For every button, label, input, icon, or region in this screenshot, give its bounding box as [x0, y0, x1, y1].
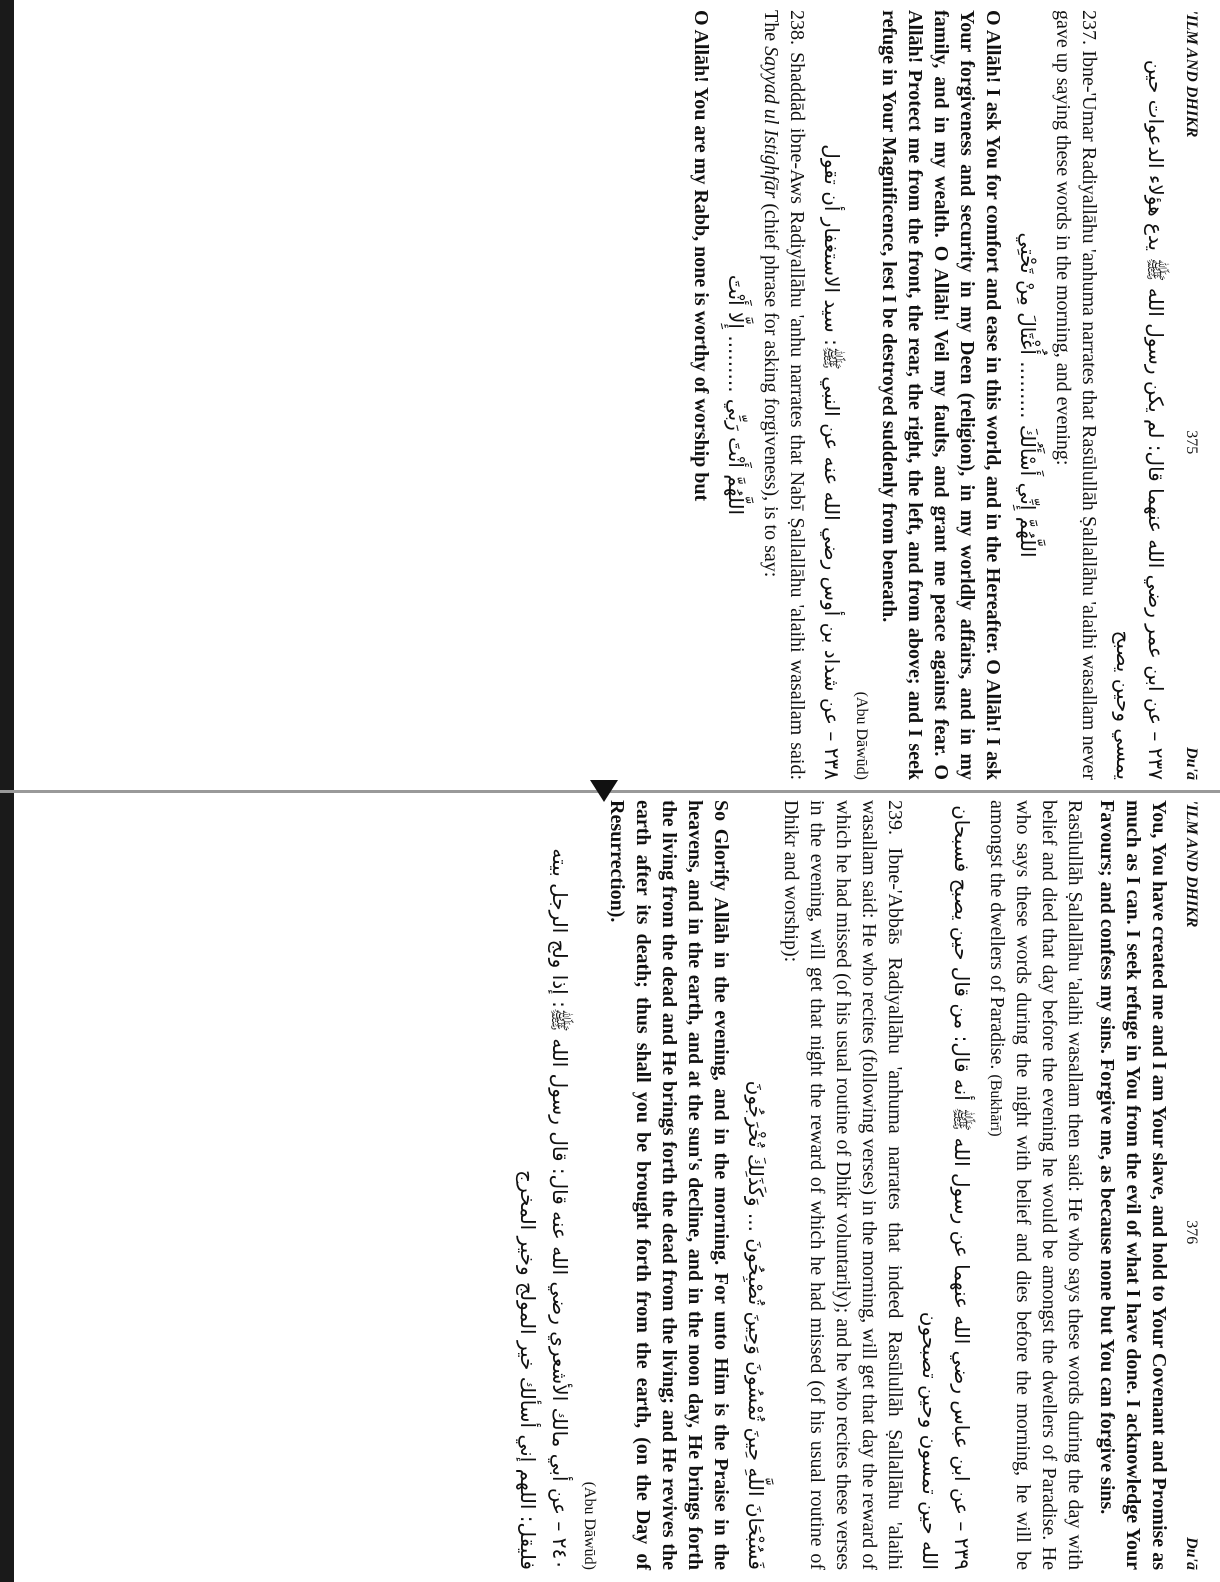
reference-239: (Abu Dāwūd)	[581, 1481, 598, 1570]
hadith-238-end	[984, 800, 1088, 1570]
reference-238: (Bukhārī)	[987, 1074, 1004, 1137]
page-number: 375	[1183, 430, 1200, 455]
arabic-hadith-240: ٢٤٠ – عن أبي مالك الأشعري رضي الله عنه قال: قال رسول الله ﷺ: إذا ولج الرجل بيته فليقل: اللهم إني أسألك خير المولج وخير المخرج	[516, 848, 572, 1570]
hadith-term: Sayyad ul Istighfār	[760, 46, 782, 199]
page-header	[1182, 10, 1200, 780]
page-number: 376	[1183, 1220, 1200, 1245]
page-header	[1182, 800, 1200, 1570]
reference-237: (Abu Dāwūd)	[853, 691, 870, 780]
header-section: Du'ā	[1183, 747, 1200, 780]
header-title: 'ILM AND DHIKR	[1183, 10, 1200, 138]
hadith-text-end: (chief phrase for asking forgiveness), is to say:	[760, 198, 782, 578]
translation-239: So Glorify Allāh in the evening, and in the morning. For unto Him is the Praise in the heavens, and in the earth, and at the sun's decline, and in the noon day, He brings forth the living from the dead and He brings forth the dead from the living; and He revives the earth after its death; thus shall you be brought forth from the earth, (on the Day of Resurrection).	[606, 800, 732, 1570]
hadith-number: 238.	[786, 10, 808, 45]
header-title: 'ILM AND DHIKR	[1183, 800, 1200, 928]
header-section: Du'ā	[1183, 1537, 1200, 1570]
hadith-text: Shaddād ibne-Aws Radiyallāhu 'anhu narrates that Nabī Ṣallallāhu 'alaihi wasallam said: The	[760, 10, 808, 780]
page-376	[0, 800, 1200, 1570]
translation-238-start: O Allāh! You are my Rabb, none is worthy of worship but	[690, 10, 712, 502]
hadith-238-intro	[758, 10, 810, 780]
hadith-number: 237.	[1078, 10, 1100, 45]
arabic-hadith-239: ٢٣٩ – عن ابن عباس رضي الله عنهما عن رسول الله ﷺ أنه قال: من قال حين يصبح فسبحان الله حين تمسون وحين تصبحون	[918, 805, 974, 1570]
translation-237: O Allāh! I ask You for comfort and ease in this world, and in the Hereafter. O Allāh! I ask Your forgiveness and security in my Deen (religion), in my worldly affairs, and in my family, and in my wealth. O Allāh! Veil my faults, and grant me peace against fear. O Allāh! Protect me from the front, the rear, the right, the left, and from above; and I seek refuge in Your Magnificence, lest I be destroyed suddenly from beneath.	[878, 10, 1004, 780]
arabic-short-237: اللَّهُمَّ إِنِّي أَسْأَلُكَ ......... أُغْتَالَ مِنْ تَحْتِي	[1016, 232, 1040, 558]
hadith-number: 239.	[884, 800, 906, 835]
translation-238-cont: You, You have created me and I am Your slave, and hold to Your Covenant and Promise as much as I can. I seek refuge in You from the evil of what I have done. I acknowledge Your Favours; and confess my sins. Forgive me, as because none but You can forgive sins.	[1096, 800, 1170, 1570]
hadith-text: Ibne-'Umar Radiyallāhu 'anhuma narrates that Rasūlullāh Ṣallallāhu 'alaihi wasallam never gave up saying these words in the morning, and evening:	[1052, 10, 1100, 781]
arabic-hadith-237: ٢٣٧ – عن ابن عمر رضي الله عنهما قال: لم يكن رسول الله ﷺ يدع هؤلاء الدعوات حين يمسي وحين يصبح	[1112, 59, 1168, 780]
page-375	[0, 10, 1200, 780]
hadith-239	[778, 800, 908, 1570]
fold-marker	[590, 780, 618, 802]
arabic-quran-239: فَسُبْحَانَ اللَّهِ حِينَ تُمْسُونَ وَحِينَ تُصْبِحُونَ ... وَكَذَلِكَ تُخْرَجُونَ	[744, 1080, 768, 1570]
hadith-text: Rasūlullāh Ṣallallāhu 'alaihi wasallam then said: He who says these words during the day with belief and died that day before the evening he would be amongst the dwellers of Paradise. He who says these words during the night with belief and dies before the morning, he will be amongst the dwellers of Paradise.	[986, 800, 1086, 1570]
arabic-short-238: اللَّهُمَّ أَنْتَ رَبِّي ......... إِلَّا أَنْتَ	[724, 274, 748, 516]
hadith-text: Ibne-'Abbās Radiyallāhu 'anhuma narrates that indeed Rasūlullāh Ṣallallāhu 'alaihi wasallam said: He who recites (following verses) in the morning, will get that day the reward of which he had missed (of his usual routine of Dhikr voluntarily); and he who recites these verses in the evening, will get that night the reward of which he had missed (of his usual routine of Dhikr and worship):	[780, 800, 906, 1571]
hadith-237-intro	[1050, 10, 1102, 780]
arabic-hadith-238: ٢٣٨ – عن شداد بن أوس رضي الله عنه عن النبي ﷺ: سيد الاستغفار أن تقول	[820, 144, 844, 780]
